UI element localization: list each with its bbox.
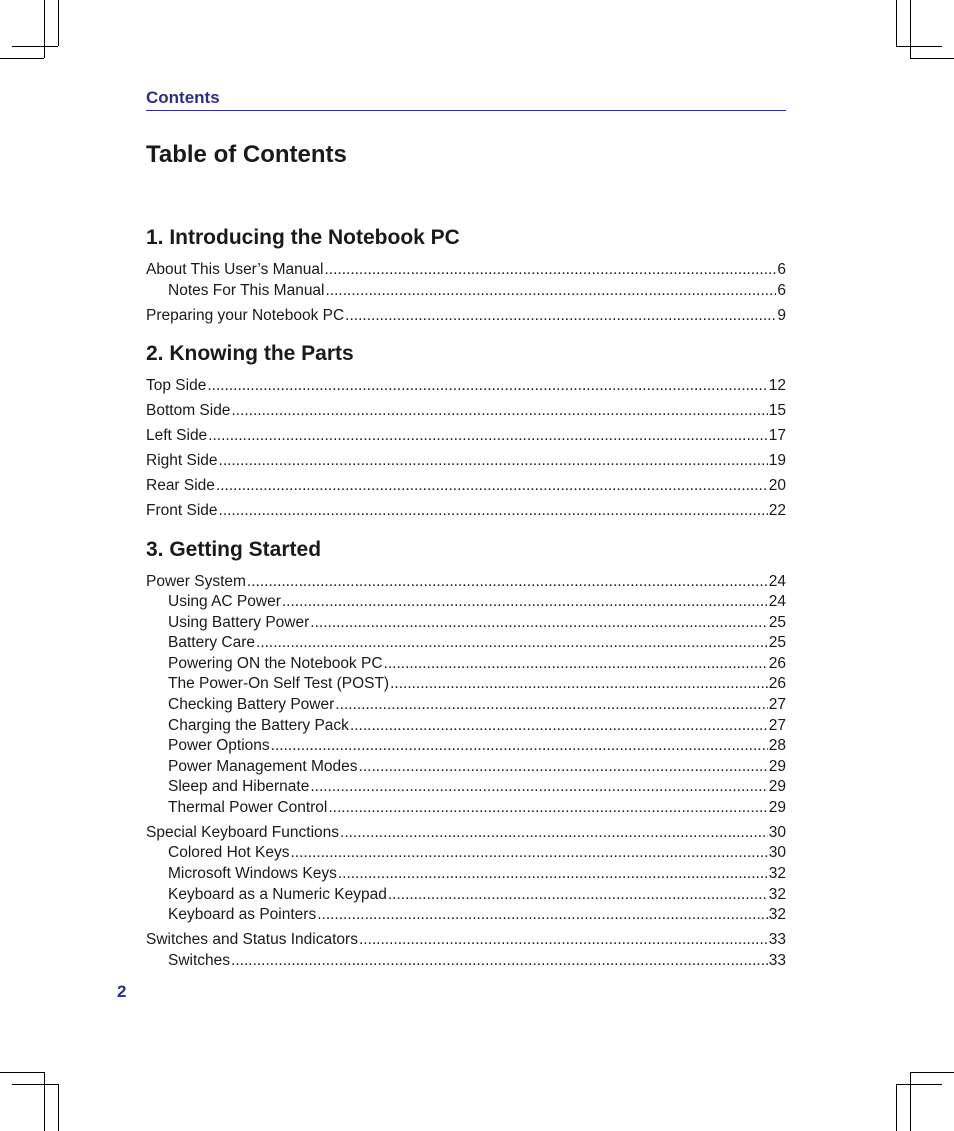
crop-mark [910,58,954,59]
toc-entry-page: 6 [777,261,786,278]
dot-leader [345,306,776,326]
toc-entry-page: 26 [768,675,786,692]
toc-entry[interactable] [168,633,786,653]
toc-entry-label: Left Side [146,427,208,444]
toc-entry-label: Powering ON the Notebook PC [168,655,383,672]
toc-entry-label: Switches and Status Indicators [146,931,358,948]
toc-entry[interactable] [146,451,786,471]
toc-entry[interactable] [168,905,786,925]
toc-entry[interactable] [168,757,786,777]
toc-entry-page: 17 [768,427,786,444]
toc-entry-page: 29 [768,778,786,795]
toc-entry-label: Top Side [146,377,207,394]
dot-leader [359,930,768,950]
toc-entry[interactable] [168,864,786,884]
dot-leader [207,376,767,396]
toc-entry-page: 29 [768,799,786,816]
toc-entry-label: The Power-On Self Test (POST) [168,675,390,692]
crop-mark [896,1084,897,1131]
dot-leader [338,864,768,884]
toc-entry-label: Power Management Modes [168,758,358,775]
crop-mark [58,0,59,46]
toc-entry-page: 32 [768,865,786,882]
toc-entry-page: 15 [768,402,786,419]
crop-mark [0,1072,44,1073]
toc-entry-label: Colored Hot Keys [168,844,290,861]
toc-entry-label: Keyboard as Pointers [168,906,317,923]
crop-mark [896,1084,942,1085]
toc-entry[interactable] [146,376,786,396]
dot-leader [335,695,767,715]
crop-mark [12,46,58,47]
toc-entry-page: 25 [768,634,786,651]
toc-entry[interactable] [168,654,786,674]
toc-entry-page: 32 [768,906,786,923]
dot-leader [310,613,767,633]
toc-entry-page: 29 [768,758,786,775]
toc-entry-label: Using Battery Power [168,614,310,631]
toc-entry[interactable] [146,426,786,446]
toc-entry-label: Right Side [146,452,218,469]
crop-mark [44,1072,45,1131]
toc-entry-page: 6 [777,282,786,299]
toc-entry-label: Sleep and Hibernate [168,778,310,795]
crop-mark [58,1084,59,1131]
toc-entry-page: 25 [768,614,786,631]
toc-entry[interactable] [146,306,786,326]
crop-mark [910,1072,954,1073]
dot-leader [231,401,767,421]
crop-mark [12,1084,58,1085]
toc-entry-label: Battery Care [168,634,256,651]
dot-leader [208,426,768,446]
page-number: 2 [117,982,127,1001]
dot-leader [390,674,768,694]
toc-entry-page: 27 [768,717,786,734]
toc-entry-page: 26 [768,655,786,672]
crop-mark [44,0,45,58]
toc-entry-label: Checking Battery Power [168,696,335,713]
toc-entry-label: Front Side [146,502,218,519]
toc-entry-page: 9 [777,307,786,324]
toc-entry[interactable] [168,798,786,818]
running-header: Contents [146,88,220,107]
toc-entry[interactable] [168,777,786,797]
crop-mark [910,0,911,58]
toc-entry-page: 33 [768,931,786,948]
toc-entry-label: About This User’s Manual [146,261,324,278]
toc-entry-label: Charging the Battery Pack [168,717,349,734]
toc-entry[interactable] [168,613,786,633]
dot-leader [271,736,768,756]
toc-entry-page: 27 [768,696,786,713]
toc-entry[interactable] [168,843,786,863]
toc-entry-label: Using AC Power [168,593,281,610]
dot-leader [350,716,768,736]
dot-leader [310,777,767,797]
toc-entry-label: Rear Side [146,477,215,494]
dot-leader [384,654,768,674]
toc-entry[interactable] [168,951,786,971]
dot-leader [340,823,768,843]
header-rule [146,110,786,111]
toc-entry-page: 12 [768,377,786,394]
toc-entry[interactable] [168,281,786,301]
dot-leader [290,843,767,863]
toc-entry[interactable] [146,501,786,521]
toc-entry-page: 33 [768,952,786,969]
toc-entry[interactable] [168,716,786,736]
dot-leader [326,281,777,301]
crop-mark [896,0,897,46]
toc-entry-page: 30 [768,844,786,861]
section-heading: 3. Getting Started [146,538,322,561]
toc-entry-page: 32 [768,886,786,903]
dot-leader [328,798,767,818]
toc-entry-page: 24 [768,573,786,590]
toc-entry-page: 19 [768,452,786,469]
toc-entry-label: Bottom Side [146,402,231,419]
crop-mark [896,46,942,47]
toc-entry[interactable] [146,401,786,421]
toc-entry[interactable] [168,736,786,756]
dot-leader [231,951,768,971]
section-heading: 1. Introducing the Notebook PC [146,226,460,249]
page-title: Table of Contents [146,141,347,168]
dot-leader [359,757,768,777]
section-heading: 2. Knowing the Parts [146,342,354,365]
toc-entry-page: 24 [768,593,786,610]
toc-entry[interactable] [168,695,786,715]
toc-entry-page: 28 [768,737,786,754]
toc-entry[interactable] [146,930,786,950]
dot-leader [219,501,768,521]
dot-leader [256,633,768,653]
toc-entry-label: Thermal Power Control [168,799,328,816]
dot-leader [216,476,768,496]
toc-entry-label: Notes For This Manual [168,282,325,299]
toc-entry-label: Preparing your Notebook PC [146,307,345,324]
toc-entry-label: Power Options [168,737,270,754]
toc-entry-page: 22 [768,502,786,519]
toc-entry[interactable] [146,572,786,592]
toc-entry-label: Keyboard as a Numeric Keypad [168,886,387,903]
toc-entry[interactable] [168,674,786,694]
crop-mark [0,58,44,59]
toc-entry[interactable] [146,823,786,843]
dot-leader [219,451,768,471]
toc-entry-label: Power System [146,573,246,590]
toc-entry-label: Switches [168,952,231,969]
dot-leader [282,592,768,612]
toc-entry[interactable] [146,476,786,496]
dot-leader [317,905,768,925]
dot-leader [388,885,768,905]
toc-entry[interactable] [168,592,786,612]
dot-leader [247,572,768,592]
dot-leader [324,260,776,280]
toc-entry-label: Special Keyboard Functions [146,824,340,841]
toc-entry[interactable] [146,260,786,280]
toc-entry[interactable] [168,885,786,905]
toc-entry-label: Microsoft Windows Keys [168,865,337,882]
toc-entry-page: 30 [768,824,786,841]
toc-entry-page: 20 [768,477,786,494]
crop-mark [910,1072,911,1131]
